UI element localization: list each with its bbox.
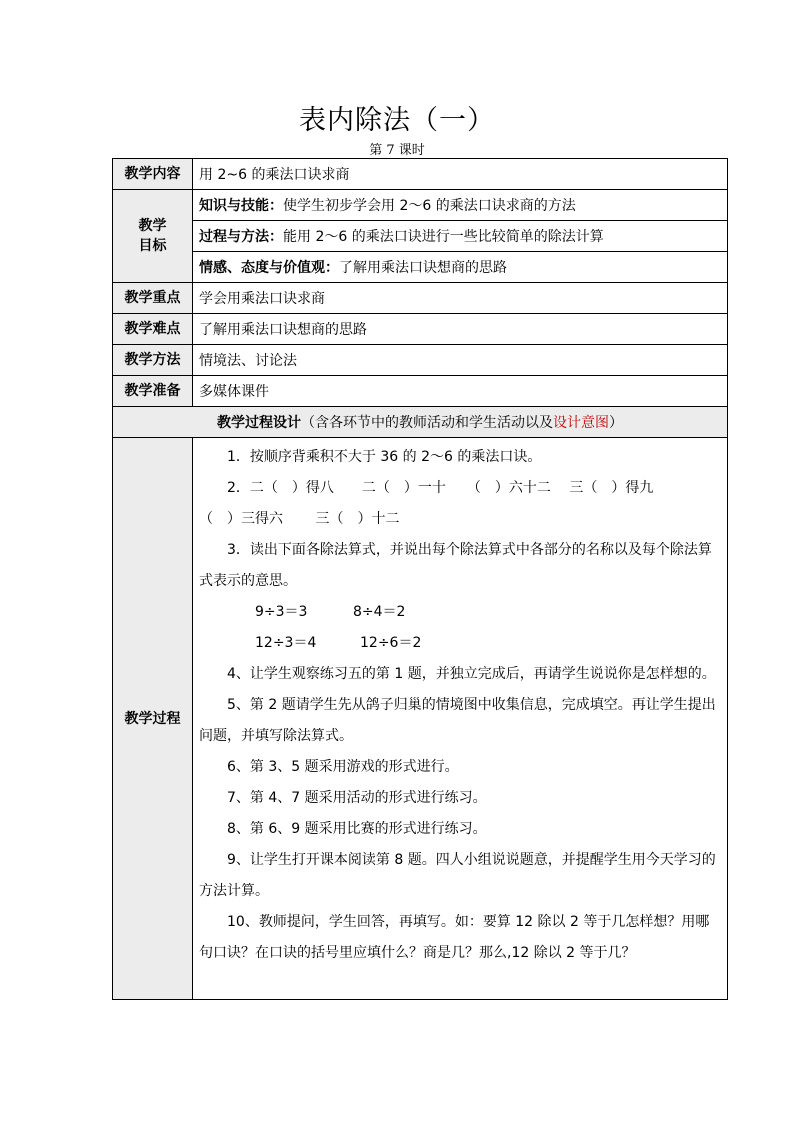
equation-12-div-3: 12÷3＝4 bbox=[255, 635, 317, 651]
step-1: 1．按顺序背乘积不大于 36 的 2～6 的乘法口诀。 bbox=[227, 449, 542, 465]
goal-process-head: 过程与方法： bbox=[199, 229, 283, 245]
design-paren-open: （含各环节中的教师活动和学生活动以及 bbox=[301, 415, 553, 431]
step-3: 3．读出下面各除法算式，并说出每个除法算式中各部分的名称以及每个除法算式表示的意思。 bbox=[199, 542, 712, 589]
equation-12-div-6: 12÷6＝2 bbox=[360, 635, 422, 651]
value-teaching-content: 用 2~6 的乘法口诀求商 bbox=[193, 159, 728, 190]
row-goal-process bbox=[113, 221, 728, 252]
value-preparation: 多媒体课件 bbox=[193, 376, 728, 407]
goal-knowledge-head: 知识与技能： bbox=[199, 198, 283, 214]
equation-9-div-3: 9÷3＝3 bbox=[255, 604, 308, 620]
design-intent: 设计意图 bbox=[553, 415, 609, 431]
label-teaching-process: 教学过程 bbox=[113, 438, 193, 1000]
step-8: 8、第 6、9 题采用比赛的形式进行练习。 bbox=[227, 821, 487, 837]
row-process-design bbox=[113, 407, 728, 438]
goal-process-text: 能用 2～6 的乘法口诀进行一些比较简单的除法计算 bbox=[283, 229, 604, 245]
teaching-process-content bbox=[193, 438, 728, 1000]
step-6: 6、第 3、5 题采用游戏的形式进行。 bbox=[227, 759, 459, 775]
label-key-point: 教学重点 bbox=[113, 283, 193, 314]
row-key-point bbox=[113, 283, 728, 314]
goal-process bbox=[193, 221, 728, 252]
step-9: 9、让学生打开课本阅读第 8 题。四人小组说说题意，并提醒学生用今天学习的方法计算。 bbox=[199, 852, 716, 899]
value-key-point: 学会用乘法口诀求商 bbox=[193, 283, 728, 314]
equation-8-div-4: 8÷4＝2 bbox=[353, 604, 406, 620]
step-2-line1: 2．二（ ）得八 二（ ）一十 （ ）六十二 三（ ）得九 bbox=[227, 480, 654, 496]
equation-row-1 bbox=[199, 597, 717, 628]
step-7: 7、第 4、7 题采用活动的形式进行练习。 bbox=[227, 790, 487, 806]
step-5: 5、第 2 题请学生先从鸽子归巢的情境图中收集信息，完成填空。再让学生提出问题，并填写除法算式。 bbox=[199, 697, 716, 744]
process-design-header bbox=[113, 407, 728, 438]
step-10: 10、教师提问，学生回答，再填写。如：要算 12 除以 2 等于几怎样想？用哪句口诀？在口诀的括号里应填什么？商是几？那么,12 除以 2 等于几？ bbox=[199, 914, 710, 961]
label-method: 教学方法 bbox=[113, 345, 193, 376]
row-preparation bbox=[113, 376, 728, 407]
label-teaching-content: 教学内容 bbox=[113, 159, 193, 190]
goal-knowledge-text: 使学生初步学会用 2～6 的乘法口诀求商的方法 bbox=[283, 198, 576, 214]
step-2-line2: （ ）三得六 三（ ）十二 bbox=[199, 511, 400, 527]
label-teaching-goals bbox=[113, 190, 193, 283]
label-difficulty: 教学难点 bbox=[113, 314, 193, 345]
row-teaching-process bbox=[113, 438, 728, 1000]
row-method bbox=[113, 345, 728, 376]
design-paren-close: ） bbox=[609, 415, 623, 431]
goal-emotion-head: 情感、态度与价值观： bbox=[199, 260, 339, 276]
equation-row-2 bbox=[199, 628, 717, 659]
row-teaching-content bbox=[113, 159, 728, 190]
label-preparation: 教学准备 bbox=[113, 376, 193, 407]
lesson-number: 第 7 课时 bbox=[369, 143, 425, 158]
goal-emotion-text: 了解用乘法口诀想商的思路 bbox=[339, 260, 507, 276]
goal-emotion bbox=[193, 252, 728, 283]
design-title: 教学过程设计 bbox=[217, 415, 301, 431]
page-title: 表内除法（一） bbox=[299, 105, 495, 136]
value-method: 情境法、讨论法 bbox=[193, 345, 728, 376]
lesson-plan-table bbox=[112, 158, 728, 1000]
goal-knowledge bbox=[193, 190, 728, 221]
step-4: 4、让学生观察练习五的第 1 题，并独立完成后，再请学生说说你是怎样想的。 bbox=[227, 666, 716, 682]
label-goals-line1: 教学 bbox=[138, 218, 167, 234]
row-goal-emotion bbox=[113, 252, 728, 283]
value-difficulty: 了解用乘法口诀想商的思路 bbox=[193, 314, 728, 345]
label-goals-line2: 目标 bbox=[138, 238, 167, 254]
row-goal-knowledge bbox=[113, 190, 728, 221]
row-difficulty bbox=[113, 314, 728, 345]
